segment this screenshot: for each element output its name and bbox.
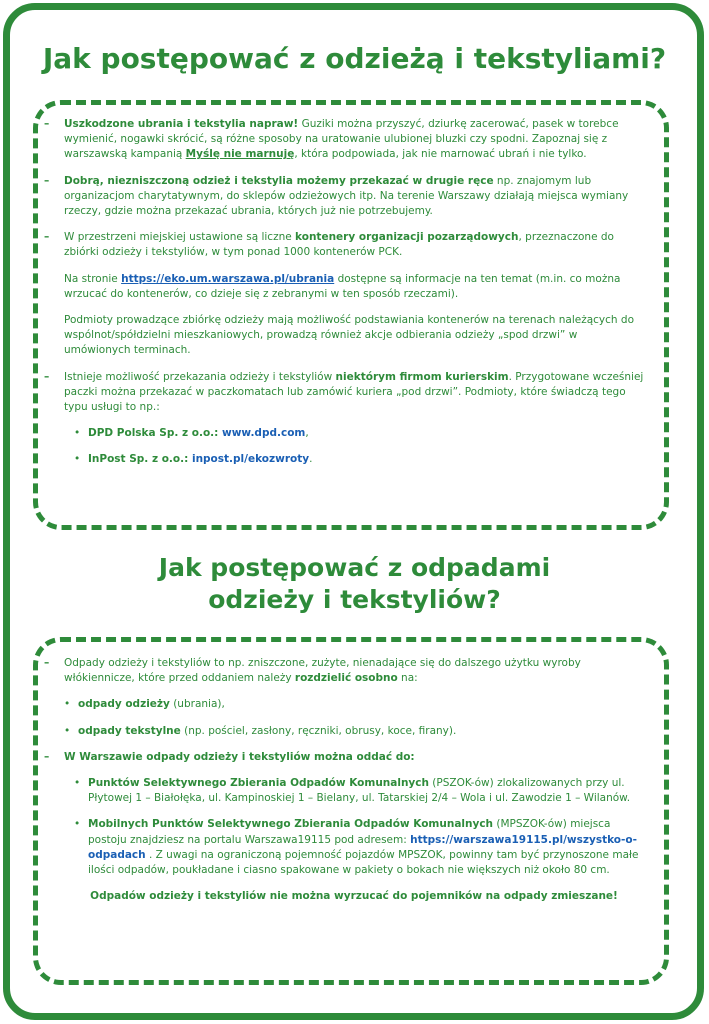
para-containers: – W przestrzeni miejskiej ustawione są liczne kontenery organizacji pozarządowych, przeznaczone do zbiórki odzieży i tekstyliów, w tym ponad 1000 kontenerów PCK. [64,230,644,260]
para-couriers: – Istnieje możliwość przekazania odzieży i tekstyliów niektórym firmom kurierskim. Przygotowane wcześniej paczki można przekazać w paczkomatach lub zamówić kuriera „pod drzwi”. Podmioty, które świadczą tego typu usługi to np.: [64,370,644,416]
list-item: • Mobilnych Punktów Selektywnego Zbierania Odpadów Komunalnych (MPSZOK-ów) miejsca postoju znajdziesz na portalu Warszawa19115 pod adresem: https://warszawa19115.pl/wszystko-o-odpadach . Z uwagi na ograniczoną pojemność pojazdów MPSZOK, powinny tam być przynoszone małe ilości odpadów, poukładane i ciasno spakowane w pakiety o bokach nie większych niż około 80 cm. [74,817,644,878]
para-second-hand: – Dobrą, niezniszczoną odzież i tekstylia możemy przekazać w drugie ręce np. znajomym lub organizacjom charytatywnym, do sklepów odzieżowych itp. Na terenie Warszawy działają miejsca wymiany rzeczy, gdzie można przekazać ubrania, których już nie potrzebujemy. [64,174,644,220]
list-item: • Punktów Selektywnego Zbierania Odpadów Komunalnych (PSZOK-ów) zlokalizowanych przy ul. Płytowej 1 – Białołęka, ul. Kampinoskiej 1 – Bielany, ul. Tatarskiej 2/4 – Wola i ul. Zawodzie 1 – Wilanów. [74,776,644,806]
list-item: • odpady odzieży (ubrania), [64,697,644,712]
para-collection: Podmioty prowadzące zbiórkę odzieży mają możliwość podstawiania kontenerów na terenach należących do wspólnot/spółdzielni mieszkaniowych, prowadzą również akcje odbierania odzieży „spod drzwi” w umówionych terminach. [64,314,634,357]
inpost-link[interactable]: inpost.pl/ekozwroty [191,453,310,466]
para-waste-definition: – Odpady odzieży i tekstyliów to np. zniszczone, zużyte, nienadające się do dalszego użytku wyroby włókiennicze, które przed oddaniem należy rozdzielić osobno na: [64,656,644,686]
list-item: • DPD Polska Sp. z o.o.: www.dpd.com, [74,426,644,441]
waste-types-list [64,697,644,738]
title-waste: Jak postępować z odpadami odzieży i tekstyliów? [158,553,551,614]
section-waste [33,637,669,985]
list-item: • odpady tekstylne (np. pościel, zasłony, ręczniki, obrusy, koce, firany). [64,724,644,739]
courier-list [74,426,644,467]
dpd-link[interactable]: www.dpd.com [222,427,306,440]
para-repair: – Uszkodzone ubrania i tekstylia napraw! Guziki można przyszyć, dziurkę zacerować, pasek w torebce wymienić, nogawki skrócić, są różne sposoby na uratowanie ulubionej bluzki czy spodni. Zapoznaj się z warszawską kampanią Myślę nie marnuję, która podpowiada, jak nie marnować ubrań i nie tylko. [64,117,644,163]
campaign-link[interactable]: Myślę nie marnuję [185,148,295,161]
title-clothing: Jak postępować z odzieżą i tekstyliami? [42,42,667,75]
warszawa19115-link[interactable]: https://warszawa19115.pl/wszystko-o-odpadach [88,833,637,861]
section-clothing [33,100,669,530]
para-website: Na stronie https://eko.um.warszawa.pl/ubrania dostępne są informacje na ten temat (m.in. co można wrzucać do kontenerów, co dzieje się z zebranymi w ten sposób rzeczami). [64,272,621,300]
final-warning: Odpadów odzieży i tekstyliów nie można wyrzucać do pojemników na odpady zmieszane! [90,890,618,903]
collection-points-list [74,776,644,878]
eko-link[interactable]: https://eko.um.warszawa.pl/ubrania [121,272,335,285]
para-where: – W Warszawie odpady odzieży i tekstyliów można oddać do: [64,750,644,765]
list-item: • InPost Sp. z o.o.: inpost.pl/ekozwroty. [74,452,644,467]
